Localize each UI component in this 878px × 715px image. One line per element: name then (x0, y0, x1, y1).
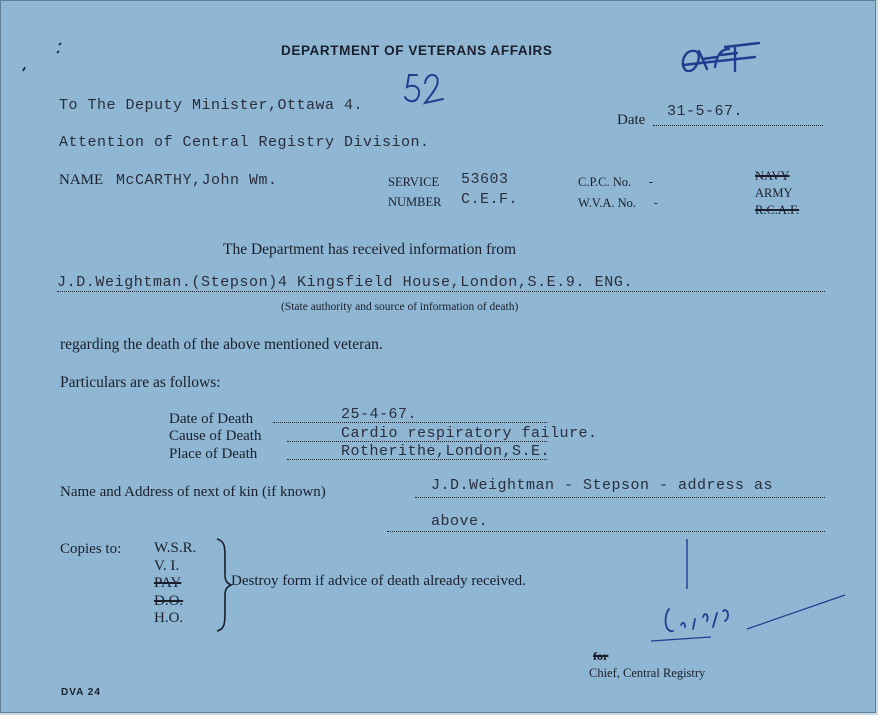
death-place-label: Place of Death (169, 446, 258, 462)
service-branch-list (755, 168, 799, 219)
pen-strokes (651, 537, 851, 650)
service-label: SERVICE NUMBER (388, 175, 442, 209)
copy-recipient: PAY (154, 575, 182, 591)
copy-recipient: H.O. (154, 610, 184, 626)
death-cause-label: Cause of Death (169, 428, 262, 444)
attention-line: Attention of Central Registry Division. (59, 134, 430, 151)
next-of-kin-label: Name and Address of next of kin (if known) (60, 484, 326, 500)
information-source: J.D.Weightman.(Stepson)4 Kingsfield House,London,S.E.9. ENG. (57, 274, 634, 291)
branch-rcaf: R.C.A.F. (755, 203, 800, 217)
source-caption: (State authority and source of information of death) (281, 301, 519, 313)
department-heading: DEPARTMENT OF VETERANS AFFAIRS (281, 43, 553, 58)
cpc-wva-labels: C.P.C. No. - W.V.A. No. - (578, 175, 661, 211)
regarding-text: regarding the death of the above mentioned veteran. (60, 336, 383, 353)
copy-recipient: W.S.R. (154, 540, 197, 556)
addressee-line: To The Deputy Minister,Ottawa 4. (59, 97, 364, 114)
copy-recipient: D.O. (154, 592, 184, 609)
signature-for-label: for (593, 649, 609, 663)
date-label: Date (617, 112, 646, 128)
stray-mark (19, 41, 63, 80)
date-value: 31-5-67. (667, 103, 744, 120)
copies-brace (213, 537, 233, 638)
branch-army: ARMY (755, 186, 793, 200)
death-place-value: Rotherithe,London,S.E. (341, 443, 551, 460)
handwritten-number (403, 69, 447, 114)
copy-recipient: V. I. (154, 557, 180, 574)
name-label: NAME (59, 172, 104, 188)
handwritten-initials (677, 37, 767, 86)
next-of-kin-value-1: J.D.Weightman - Stepson - address as (431, 477, 774, 494)
copies-label: Copies to: (60, 541, 122, 557)
destroy-instruction: Destroy form if advice of death already received. (231, 573, 526, 589)
signature-title: Chief, Central Registry (589, 666, 706, 680)
death-date-label: Date of Death (169, 411, 254, 427)
death-date-value: 25-4-67. (341, 406, 418, 423)
branch-navy: NAVY (755, 169, 790, 183)
name-value: McCARTHY,John Wm. (116, 172, 278, 189)
next-of-kin-value-2: above. (431, 513, 489, 530)
particulars-heading: Particulars are as follows: (60, 374, 221, 391)
copies-list (154, 540, 196, 628)
form-code: DVA 24 (61, 687, 101, 698)
death-cause-value: Cardio respiratory failure. (341, 425, 598, 442)
received-info-text: The Department has received information from (223, 241, 517, 258)
service-number: 53603 C.E.F. (461, 171, 519, 208)
